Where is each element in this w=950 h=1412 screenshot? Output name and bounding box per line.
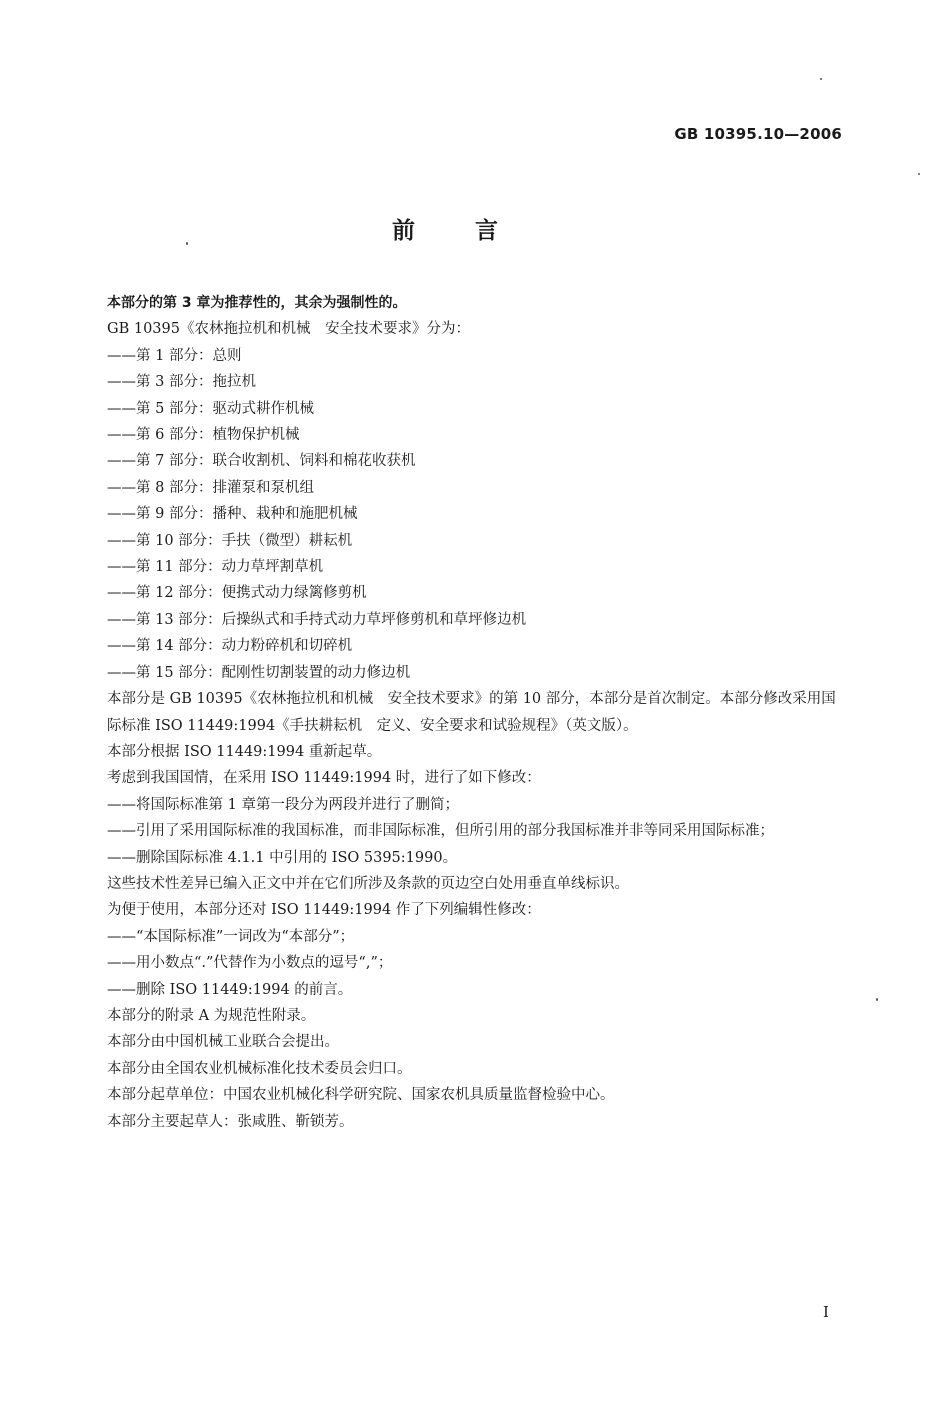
document-body: [107, 290, 842, 1135]
part-item: —— 第 1 部分：总则: [107, 343, 842, 369]
standard-code: GB 10395.10—2006: [674, 125, 842, 143]
part-item: —— 第 10 部分：手扶（微型）耕耘机: [107, 528, 842, 554]
paragraph-drafters: 本部分主要起草人：张咸胜、靳锁芳。: [107, 1113, 354, 1130]
modification-item: —— 引用了采用国际标准的我国标准，而非国际标准，但所引用的部分我国标准并非等同采用国际标准；: [107, 818, 842, 844]
paragraph-modifications-intro: 考虑到我国国情，在采用 ISO 11449:1994 时，进行了如下修改：: [107, 770, 541, 787]
modification-item: —— 将国际标准第 1 章第一段分为两段并进行了删简；: [107, 792, 842, 818]
paragraph-differences-note: 这些技术性差异已编入正文中并在它们所涉及条款的页边空白处用垂直单线标识。: [107, 875, 629, 892]
editorial-item: —— “本国际标准”一词改为“本部分”；: [107, 924, 842, 950]
page-title: 前 言: [391, 218, 524, 244]
paragraph-committee: 本部分由全国农业机械标准化技术委员会归口。: [107, 1060, 412, 1077]
scan-speck: [918, 173, 920, 175]
part-item: —— 第 5 部分：驱动式耕作机械: [107, 396, 842, 422]
part-item: —— 第 8 部分：排灌泵和泵机组: [107, 475, 842, 501]
paragraph-redrafted: 本部分根据 ISO 11449:1994 重新起草。: [107, 743, 382, 760]
page-number: I: [823, 1303, 829, 1321]
part-item: —— 第 11 部分：动力草坪割草机: [107, 554, 842, 580]
part-item: —— 第 15 部分：配刚性切割装置的动力修边机: [107, 660, 842, 686]
editorial-item: —— 用小数点“.”代替作为小数点的逗号“,”；: [107, 950, 842, 976]
part-item: —— 第 12 部分：便携式动力绿篱修剪机: [107, 580, 842, 606]
part-item: —— 第 6 部分：植物保护机械: [107, 422, 842, 448]
parts-list: [107, 343, 842, 686]
series-intro: GB 10395《农林拖拉机和机械 安全技术要求》分为：: [107, 321, 470, 338]
part-item: —— 第 7 部分：联合收割机、饲料和棉花收获机: [107, 448, 842, 474]
paragraph-annex: 本部分的附录 A 为规范性附录。: [107, 1007, 316, 1024]
scan-speck: [820, 78, 822, 80]
mandatory-statement: 本部分的第 3 章为推荐性的，其余为强制性的。: [107, 295, 407, 311]
editorial-item: —— 删除 ISO 11449:1994 的前言。: [107, 977, 842, 1003]
paragraph-drafting-units: 本部分起草单位：中国农业机械化科学研究院、国家农机具质量监督检验中心。: [107, 1087, 615, 1104]
part-item: —— 第 14 部分：动力粉碎机和切碎机: [107, 633, 842, 659]
paragraph-proposer: 本部分由中国机械工业联合会提出。: [107, 1034, 339, 1051]
part-item: —— 第 9 部分：播种、栽种和施肥机械: [107, 501, 842, 527]
part-item: —— 第 3 部分：拖拉机: [107, 369, 842, 395]
scan-speck: [186, 242, 188, 245]
modification-item: —— 删除国际标准 4.1.1 中引用的 ISO 5395:1990。: [107, 845, 842, 871]
paragraph-adoption: 本部分是 GB 10395《农林拖拉机和机械 安全技术要求》的第 10 部分，本部分是首次制定。本部分修改采用国际标准 ISO 11449:1994《手扶耕耘机 定义、安全要求和试验规程》（英文版）。: [107, 691, 836, 734]
paragraph-editorial-intro: 为便于使用，本部分还对 ISO 11449:1994 作了下列编辑性修改：: [107, 902, 541, 919]
scan-speck: [876, 998, 878, 1001]
part-item: —— 第 13 部分：后操纵式和手持式动力草坪修剪机和草坪修边机: [107, 607, 842, 633]
